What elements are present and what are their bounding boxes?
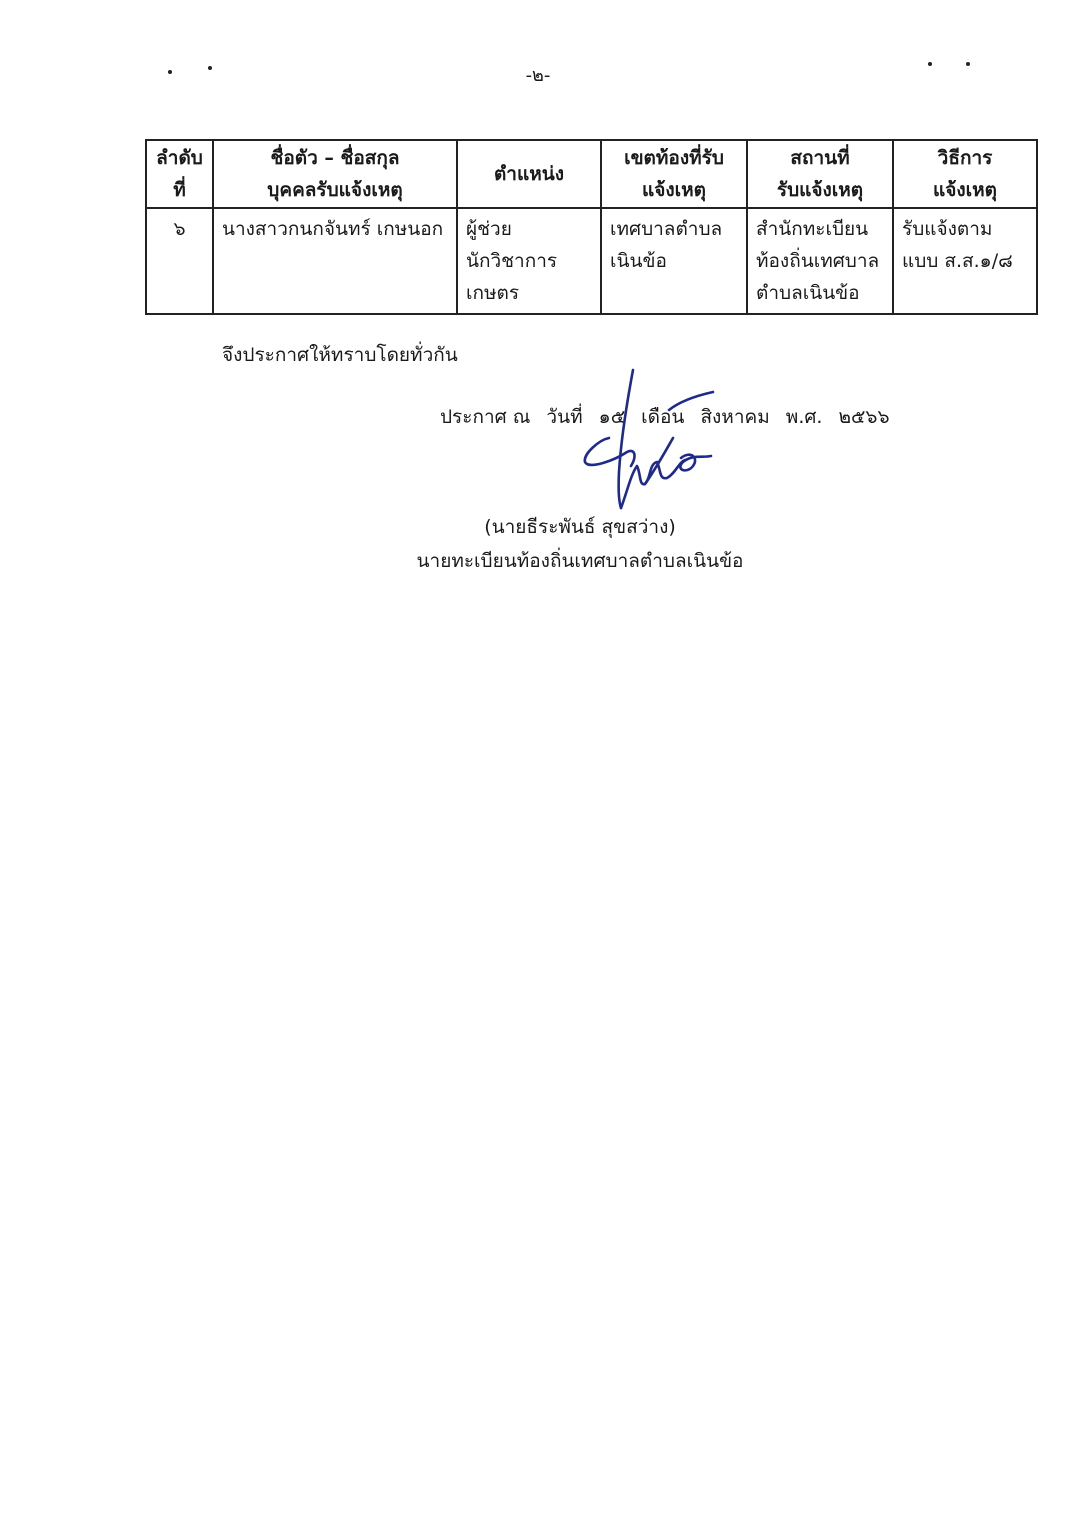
signature-image	[575, 362, 725, 522]
header-cell-line: ตำแหน่ง	[493, 163, 565, 185]
table-cell	[457, 208, 601, 314]
header-cell-line: เขตท้องที่รับ	[624, 147, 724, 169]
header-cell-line: แจ้งเหตุ	[641, 179, 706, 201]
scan-speck	[208, 66, 212, 70]
header-cell	[893, 140, 1037, 208]
header-row	[146, 140, 1037, 208]
signature-stroke	[585, 438, 635, 466]
month-value: สิงหาคม	[700, 406, 770, 428]
table-cell-line: ท้องถิ่นเทศบาล	[756, 250, 880, 272]
signer-name: (นายธีระพันธ์ สุขสว่าง)	[484, 516, 676, 538]
day-value: ๑๕	[598, 406, 626, 428]
table-cell-line: สำนักทะเบียน	[756, 218, 869, 240]
table-cell-line: รับแจ้งตาม	[902, 218, 993, 240]
table-row	[146, 208, 1037, 314]
table-cell	[893, 208, 1037, 314]
header-cell	[601, 140, 747, 208]
table-cell-line: ตำบลเนินข้อ	[756, 282, 860, 304]
year-label: พ.ศ.	[785, 406, 823, 428]
reporters-table	[145, 139, 1038, 315]
table-cell-line: นักวิชาการ	[466, 250, 558, 272]
page-number: -๒-	[525, 65, 551, 86]
table-cell-line: ผู้ช่วย	[466, 218, 512, 240]
header-cell	[213, 140, 457, 208]
month-label: เดือน	[641, 406, 685, 428]
table-cell	[601, 208, 747, 314]
signature-stroke	[669, 392, 713, 410]
announcement-text: จึงประกาศให้ทราบโดยทั่วกัน	[222, 344, 458, 366]
header-cell-line: วิธีการ	[937, 147, 993, 169]
table-cell	[747, 208, 893, 314]
signature-stroke	[680, 455, 711, 471]
table-cell-line: เกษตร	[466, 282, 520, 304]
header-cell	[457, 140, 601, 208]
signature-stroke	[619, 370, 633, 508]
day-label: วันที่	[546, 406, 583, 428]
header-cell	[146, 140, 213, 208]
header-cell-line: สถานที่	[790, 147, 850, 169]
header-cell-line: ชื่อตัว – ชื่อสกุล	[270, 147, 400, 169]
table-cell-line: ๖	[173, 218, 186, 240]
table-header	[146, 140, 1037, 208]
scan-speck	[168, 70, 172, 74]
header-cell-line: แจ้งเหตุ	[932, 179, 997, 201]
header-cell-line: ที่	[173, 179, 186, 201]
table-cell-line: เทศบาลตำบล	[610, 218, 723, 240]
header-cell-line: ลำดับ	[156, 147, 203, 169]
table-cell-line: แบบ ส.ส.๑/๘	[902, 250, 1013, 272]
table-cell-line: นางสาวกนกจันทร์ เกษนอก	[222, 218, 444, 240]
scan-speck	[966, 62, 970, 66]
scan-speck	[928, 62, 932, 66]
year-value: ๒๕๖๖	[838, 406, 890, 428]
signer-title: นายทะเบียนท้องถิ่นเทศบาลตำบลเนินข้อ	[416, 550, 744, 572]
table-cell-line: เนินข้อ	[610, 250, 667, 272]
header-cell	[747, 140, 893, 208]
table-cell	[213, 208, 457, 314]
table-cell	[146, 208, 213, 314]
table-body	[146, 208, 1037, 314]
header-cell-line: รับแจ้งเหตุ	[776, 179, 864, 201]
header-cell-line: บุคคลรับแจ้งเหตุ	[267, 179, 403, 201]
date-prefix: ประกาศ ณ	[440, 406, 531, 428]
